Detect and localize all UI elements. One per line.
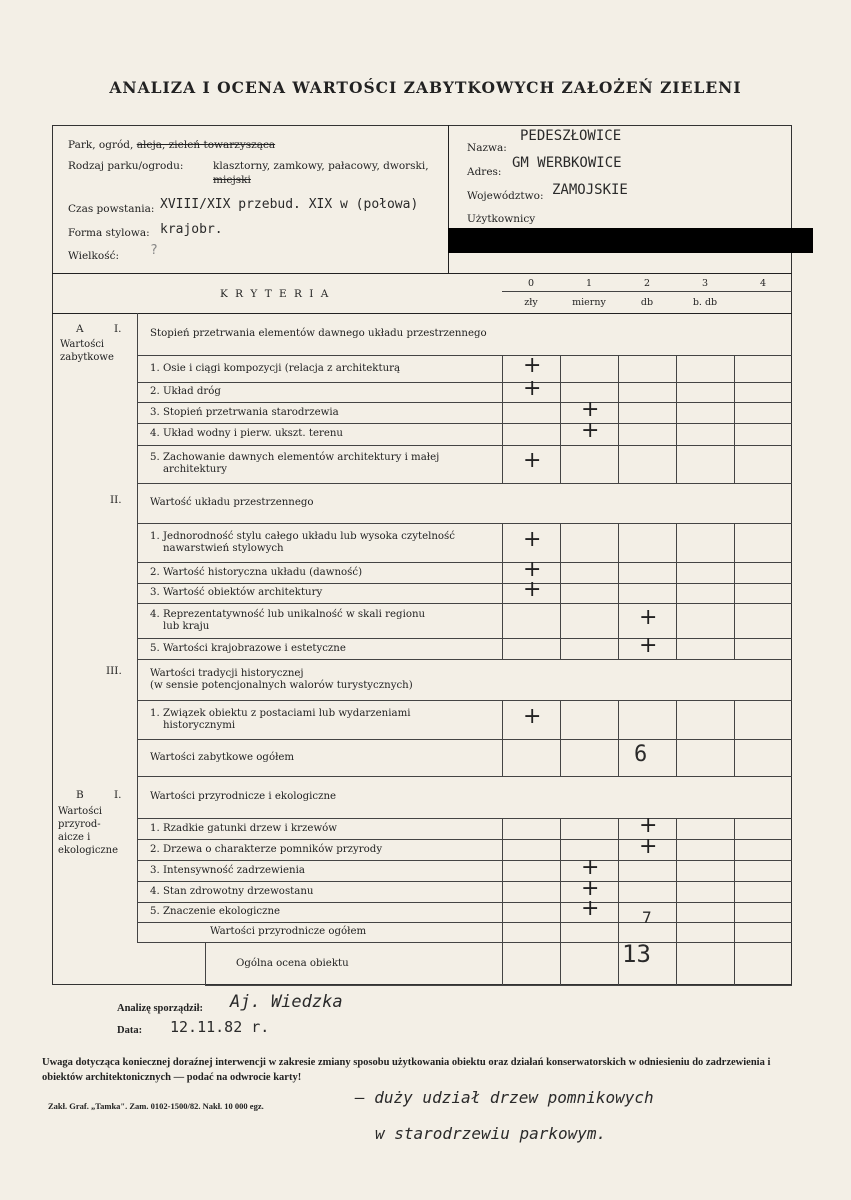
criterion-label: 2. Układ dróg (150, 386, 221, 397)
col-line-11-2 (618, 638, 619, 659)
score-mark-plus: + (639, 633, 658, 658)
col-line-8-0 (502, 562, 503, 583)
signature: Aj. Wiedzka (230, 992, 343, 1012)
col-line-22-2 (618, 942, 619, 985)
criterion-group-title: Stopień przetrwania elementów dawnego układu przestrzennego (150, 328, 487, 339)
col-line-22-3 (676, 942, 677, 985)
col-line-21-4 (734, 922, 735, 942)
col-line-16-0 (502, 818, 503, 839)
col-line-8-1 (560, 562, 561, 583)
col-line-5-0 (502, 445, 503, 483)
score-3-label: b. db (692, 297, 718, 308)
row-line-3 (137, 423, 792, 424)
col-line-5-4 (734, 445, 735, 483)
criterion-label: 4. Stan zdrowotny drzewostanu (150, 886, 314, 897)
overall-label: Ogólna ocena obiektu (236, 958, 349, 969)
col-line-1-3 (676, 355, 677, 382)
col-line-18-1 (560, 860, 561, 881)
section-a-letter: A (76, 323, 84, 335)
col-line-4-0 (502, 423, 503, 445)
col-line-10-1 (560, 603, 561, 638)
zabytkowe-total-value: 6 (634, 742, 648, 767)
col-line-2-0 (502, 382, 503, 402)
row-line-20 (137, 922, 792, 923)
col-line-18-3 (676, 860, 677, 881)
data-value: 12.11.82 r. (170, 1018, 270, 1036)
czas-value: XVIII/XIX przebud. XIX w (połowa) (160, 197, 419, 212)
score-header-mid-line (502, 291, 792, 292)
redaction-bar (448, 228, 813, 253)
col-line-11-4 (734, 638, 735, 659)
col-line-4-1 (560, 423, 561, 445)
col-line-20-0 (502, 902, 503, 922)
forma-label: Forma stylowa: (68, 227, 150, 239)
score-mark-plus: + (639, 834, 658, 859)
row-line-2 (137, 402, 792, 403)
kryteria-header: K R Y T E R I A (220, 288, 331, 300)
row-line-13 (137, 739, 792, 740)
section-a-roman2: II. (110, 494, 122, 506)
col-line-18-0 (502, 860, 503, 881)
nazwa-label: Nazwa: (467, 142, 507, 154)
col-line-9-2 (618, 583, 619, 603)
row-line-0 (137, 355, 792, 356)
col-line-13-1 (560, 700, 561, 739)
col-line-19-0 (502, 881, 503, 902)
row-line-6 (137, 523, 792, 524)
wojewodztwo-label: Województwo: (467, 190, 544, 202)
col-line-1-2 (618, 355, 619, 382)
score-3-num: 3 (701, 278, 709, 289)
criterion-label: 5. Wartości krajobrazowe i estetyczne (150, 643, 346, 654)
section-a-roman3: III. (106, 665, 122, 677)
col-line-3-3 (676, 402, 677, 423)
row-line-17 (137, 860, 792, 861)
rodzaj-options: klasztorny, zamkowy, pałacowy, dworski, (213, 160, 429, 172)
col-line-13-4 (734, 700, 735, 739)
criterion-group-title: Wartości tradycji historycznej (w sensie potencjonalnych walorów turystycznych) (150, 668, 413, 691)
data-label: Data: (117, 1025, 143, 1036)
col-line-17-1 (560, 839, 561, 860)
col-line-14-3 (676, 739, 677, 776)
section-a-roman: I. (114, 323, 122, 335)
col-line-2-4 (734, 382, 735, 402)
col-line-17-0 (502, 839, 503, 860)
row-line-10 (137, 638, 792, 639)
col-line-10-2 (618, 603, 619, 638)
park-field: Park, ogród, aleja, zieleń towarzysząca (68, 139, 276, 151)
col-line-7-1 (560, 523, 561, 562)
intervention-note: Uwaga dotycząca koniecznej doraźnej interwencji w zakresie zmiany sposobu użytkowania obiektu oraz działań konserwatorskich w odniesieniu do zadrzewienia i obiektów architektonicznych — podać na odwrocie karty! (42, 1057, 771, 1083)
header-bottom-line (52, 273, 792, 274)
col-line-20-4 (734, 902, 735, 922)
col-line-18-2 (618, 860, 619, 881)
criterion-label: 1. Osie i ciągi kompozycji (relacja z architekturą (150, 363, 401, 374)
row-line-7 (137, 562, 792, 563)
col-line-14-4 (734, 739, 735, 776)
overall-value: 13 (622, 940, 651, 968)
analize-label: Analizę sporządził: (117, 1003, 204, 1014)
row-line-16 (137, 839, 792, 840)
col-line-19-2 (618, 881, 619, 902)
score-mark-plus: + (523, 376, 542, 401)
row-line-4 (137, 445, 792, 446)
col-line-4-3 (676, 423, 677, 445)
criterion-label: 3. Intensywność zadrzewienia (150, 865, 305, 876)
criterion-label: 4. Układ wodny i pierw. ukszt. terenu (150, 428, 343, 439)
col-line-17-3 (676, 839, 677, 860)
form-frame (52, 125, 792, 985)
score-1-label: mierny (572, 297, 606, 308)
section-b-letter: B (76, 789, 84, 801)
col-line-17-4 (734, 839, 735, 860)
col-line-17-2 (618, 839, 619, 860)
col-line-18-4 (734, 860, 735, 881)
col-line-3-0 (502, 402, 503, 423)
uzytkownicy-label: Użytkownicy (467, 213, 536, 225)
col-line-2-2 (618, 382, 619, 402)
col-line-3-2 (618, 402, 619, 423)
criterion-label: 5. Znaczenie ekologiczne (150, 906, 281, 917)
page-title: ANALIZA I OCENA WARTOŚCI ZABYTKOWYCH ZAŁOŻEŃ ZIELENI (109, 78, 742, 97)
criterion-label: 1. Jednorodność stylu całego układu lub wysoka czytelność nawarstwień stylowych (150, 531, 455, 554)
forma-value: krajobr. (160, 222, 223, 237)
row-line-19 (137, 902, 792, 903)
criterion-label: 4. Reprezentatywność lub unikalność w skali regionu lub kraju (150, 609, 426, 632)
col-line-10-0 (502, 603, 503, 638)
row-line-11 (137, 659, 792, 660)
criterion-group-title: Wartości przyrodnicze i ekologiczne (150, 791, 337, 802)
criterion-label: 5. Zachowanie dawnych elementów architektury i małej architektury (150, 452, 440, 475)
col-line-16-2 (618, 818, 619, 839)
col-line-10-4 (734, 603, 735, 638)
section-a-name: Wartości zabytkowe (60, 339, 114, 363)
col-line-8-2 (618, 562, 619, 583)
col-line-19-4 (734, 881, 735, 902)
col-line-20-1 (560, 902, 561, 922)
score-2-label: db (640, 297, 654, 308)
score-mark-plus: + (523, 557, 542, 582)
criterion-label: 2. Drzewa o charakterze pomników przyrody (150, 844, 383, 855)
col-line-20-2 (618, 902, 619, 922)
score-mark-plus: + (581, 855, 600, 880)
col-line-11-0 (502, 638, 503, 659)
col-line-10-3 (676, 603, 677, 638)
col-line-13-3 (676, 700, 677, 739)
section-b-divider (137, 776, 138, 942)
col-line-14-2 (618, 739, 619, 776)
col-line-20-3 (676, 902, 677, 922)
col-line-3-4 (734, 402, 735, 423)
col-line-5-1 (560, 445, 561, 483)
czas-label: Czas powstania: (68, 203, 155, 215)
row-line-22 (205, 985, 792, 986)
row-line-9 (137, 603, 792, 604)
section-b-name: Wartości przyrod- aicze i ekologiczne (58, 806, 119, 856)
col-line-14-1 (560, 739, 561, 776)
wielkosc-value: ? (150, 243, 158, 258)
col-line-13-2 (618, 700, 619, 739)
row-line-8 (137, 583, 792, 584)
col-line-2-3 (676, 382, 677, 402)
col-line-22-4 (734, 942, 735, 985)
col-line-7-3 (676, 523, 677, 562)
score-mark-plus: + (523, 353, 542, 378)
rodzaj-label: Rodzaj parku/ogrodu: (68, 160, 184, 172)
col-line-1-4 (734, 355, 735, 382)
score-header-bottom-line (52, 313, 792, 314)
score-2-num: 2 (643, 278, 651, 289)
col-line-9-0 (502, 583, 503, 603)
col-line-7-0 (502, 523, 503, 562)
col-line-8-4 (734, 562, 735, 583)
score-mark-plus: + (523, 704, 542, 729)
col-line-7-2 (618, 523, 619, 562)
score-mark-plus: + (581, 876, 600, 901)
adres-value: GM WERBKOWICE (512, 155, 622, 171)
col-line-21-2 (618, 922, 619, 942)
score-mark-plus: + (639, 813, 658, 838)
col-line-1-0 (502, 355, 503, 382)
row-line-12 (137, 700, 792, 701)
przyrodnicze-total-value: 7 (642, 908, 652, 927)
criterion-label: 3. Wartość obiektów architektury (150, 587, 323, 598)
handwritten-note-line2: w starodrzewiu parkowym. (375, 1124, 607, 1143)
col-line-13-0 (502, 700, 503, 739)
wojewodztwo-value: ZAMOJSKIE (552, 182, 628, 198)
col-line-4-2 (618, 423, 619, 445)
row-line-1 (137, 382, 792, 383)
printer-info: Zakł. Graf. „Tamka". Zam. 0102-1500/82. Nakł. 10 000 egz. (48, 1101, 264, 1111)
col-line-19-3 (676, 881, 677, 902)
col-line-22-1 (560, 942, 561, 985)
score-mark-plus: + (523, 577, 542, 602)
score-0-num: 0 (527, 278, 535, 289)
total-label: Wartości zabytkowe ogółem (150, 752, 295, 763)
criterion-label: 2. Wartość historyczna układu (dawność) (150, 567, 363, 578)
col-line-9-3 (676, 583, 677, 603)
col-line-4-4 (734, 423, 735, 445)
col-line-22-0 (502, 942, 503, 985)
overall-divider (205, 942, 206, 985)
criterion-label: 3. Stopień przetrwania starodrzewia (150, 407, 339, 418)
col-line-21-1 (560, 922, 561, 942)
row-line-18 (137, 881, 792, 882)
col-line-9-4 (734, 583, 735, 603)
score-mark-plus: + (581, 896, 600, 921)
col-line-16-4 (734, 818, 735, 839)
score-0-label: zły (524, 297, 538, 308)
score-mark-plus: + (523, 448, 542, 473)
score-mark-plus: + (639, 605, 658, 630)
col-line-5-3 (676, 445, 677, 483)
row-line-14 (137, 776, 792, 777)
col-line-3-1 (560, 402, 561, 423)
col-line-21-0 (502, 922, 503, 942)
col-line-11-1 (560, 638, 561, 659)
col-line-2-1 (560, 382, 561, 402)
wielkosc-label: Wielkość: (68, 250, 120, 262)
score-4-num: 4 (759, 278, 767, 289)
nazwa-value: PEDESZŁOWICE (520, 128, 622, 144)
criterion-label: 1. Związek obiektu z postaciami lub wydarzeniami historycznymi (150, 708, 411, 731)
section-b-roman: I. (114, 789, 122, 801)
rodzaj-options-miejski: miejski (213, 174, 251, 186)
col-line-7-4 (734, 523, 735, 562)
subtotal-label: Wartości przyrodnicze ogółem (210, 926, 367, 937)
col-line-21-3 (676, 922, 677, 942)
criterion-label: 1. Rzadkie gatunki drzew i krzewów (150, 823, 338, 834)
criterion-group-title: Wartość układu przestrzennego (150, 497, 314, 508)
col-line-8-3 (676, 562, 677, 583)
col-line-1-1 (560, 355, 561, 382)
score-mark-plus: + (581, 397, 600, 422)
score-1-num: 1 (585, 278, 593, 289)
col-line-11-3 (676, 638, 677, 659)
col-line-14-0 (502, 739, 503, 776)
row-line-21 (137, 942, 792, 943)
col-line-9-1 (560, 583, 561, 603)
handwritten-note-line1: — duży udział drzew pomnikowych (355, 1088, 654, 1107)
score-mark-plus: + (523, 527, 542, 552)
row-line-15 (137, 818, 792, 819)
col-line-5-2 (618, 445, 619, 483)
col-line-16-1 (560, 818, 561, 839)
score-mark-plus: + (581, 418, 600, 443)
col-line-16-3 (676, 818, 677, 839)
row-line-5 (137, 483, 792, 484)
col-line-19-1 (560, 881, 561, 902)
adres-label: Adres: (467, 166, 502, 178)
